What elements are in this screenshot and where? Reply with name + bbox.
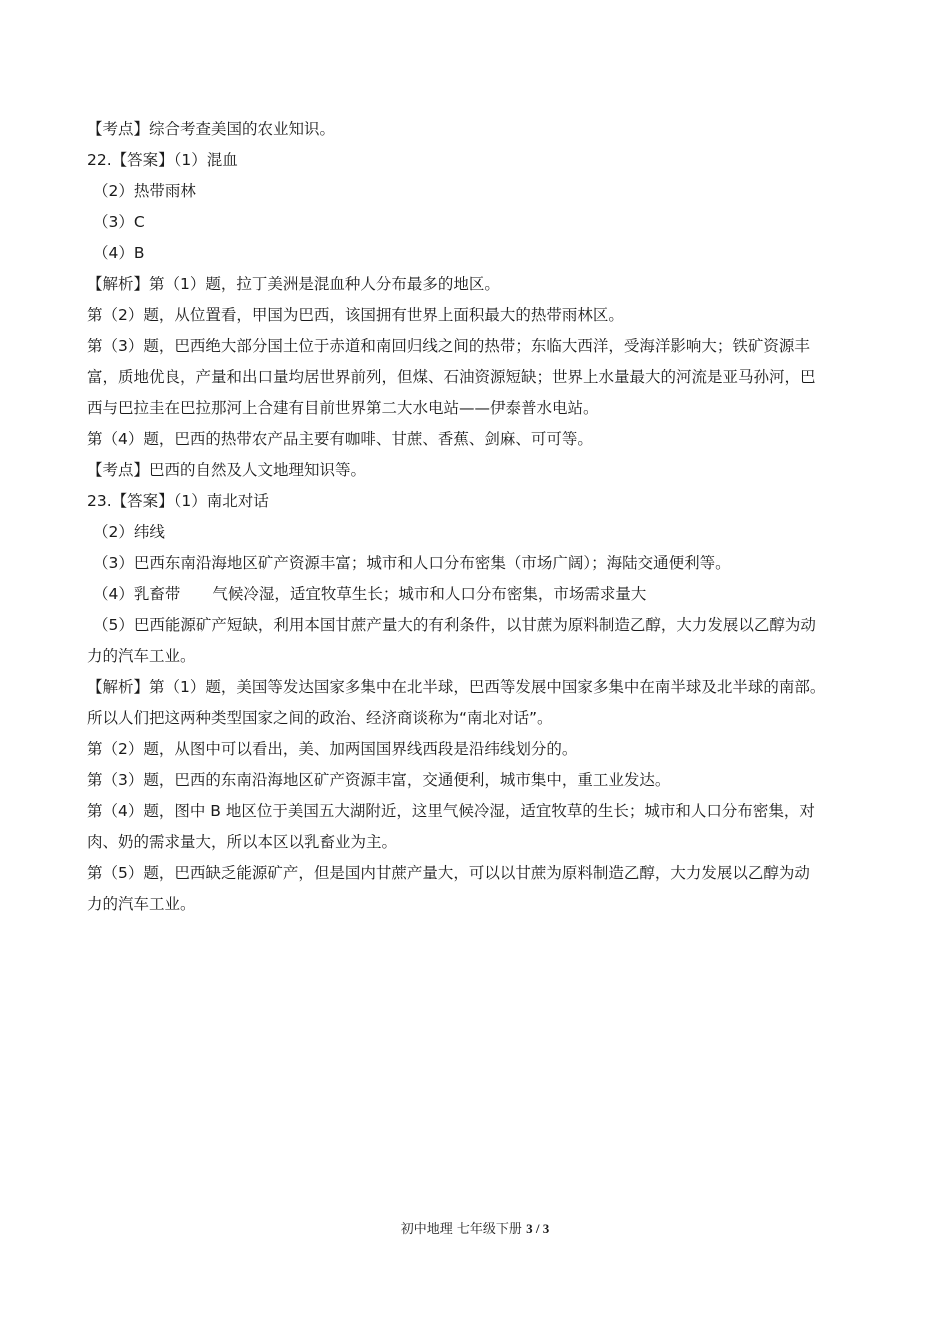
text-line: 力的汽车工业。	[87, 895, 196, 913]
text-line: 【解析】第（1）题，美国等发达国家多集中在北半球，巴西等发展中国家多集中在南半球及北半球的南部。	[87, 678, 826, 696]
text-line: 西与巴拉圭在巴拉那河上合建有目前世界第二大水电站——伊泰普水电站。	[87, 399, 599, 417]
answer-part-b: 气候冷湿，适宜牧草生长；城市和人口分布密集，市场需求量大	[212, 585, 647, 603]
text-line: （2）热带雨林	[93, 182, 196, 200]
text-line: （2）纬线	[93, 523, 165, 541]
text-line	[87, 579, 877, 610]
text-line: （4）B	[93, 244, 145, 262]
text-line: （3）巴西东南沿海地区矿产资源丰富；城市和人口分布密集（市场广阔）；海陆交通便利等。	[93, 554, 731, 572]
text-line: 富，质地优良，产量和出口量均居世界前列，但煤、石油资源短缺；世界上水量最大的河流是亚马孙河，巴	[87, 368, 816, 386]
page-number: 3 / 3	[526, 1221, 550, 1236]
text-line: 第（3）题，巴西绝大部分国土位于赤道和南回归线之间的热带；东临大西洋，受海洋影响大；铁矿资源丰	[87, 337, 810, 355]
text-line: 22.【答案】（1）混血	[87, 151, 238, 169]
text-line: 肉、奶的需求量大，所以本区以乳畜业为主。	[87, 833, 398, 851]
text-line: 所以人们把这两种类型国家之间的政治、经济商谈称为“南北对话”。	[87, 709, 553, 727]
text-line: 第（4）题，图中 B 地区位于美国五大湖附近，这里气候冷湿，适宜牧草的生长；城市和人口分布密集，对	[87, 802, 815, 820]
text-line: （5）巴西能源矿产短缺，利用本国甘蔗产量大的有利条件，以甘蔗为原料制造乙醇，大力发展以乙醇为动	[93, 616, 816, 634]
text-line: 【考点】巴西的自然及人文地理知识等。	[87, 461, 367, 479]
footer-course: 初中地理 七年级下册	[400, 1222, 522, 1237]
text-line: 【解析】第（1）题，拉丁美洲是混血种人分布最多的地区。	[87, 275, 500, 293]
text-line: 第（2）题，从图中可以看出，美、加两国国界线西段是沿纬线划分的。	[87, 740, 578, 758]
text-line: 第（2）题，从位置看，甲国为巴西，该国拥有世界上面积最大的热带雨林区。	[87, 306, 624, 324]
text-line: 第（3）题，巴西的东南沿海地区矿产资源丰富，交通便利，城市集中，重工业发达。	[87, 771, 671, 789]
text-line: 力的汽车工业。	[87, 647, 196, 665]
answer-part-a: （4）乳畜带	[93, 585, 181, 603]
text-line: 23.【答案】（1）南北对话	[87, 492, 269, 510]
text-line: 【考点】综合考查美国的农业知识。	[87, 120, 336, 138]
text-line: 第（4）题，巴西的热带农产品主要有咖啡、甘蔗、香蕉、剑麻、可可等。	[87, 430, 593, 448]
page-footer	[0, 1219, 950, 1240]
text-line: （3）C	[93, 213, 145, 231]
text-line: 第（5）题，巴西缺乏能源矿产，但是国内甘蔗产量大，可以以甘蔗为原料制造乙醇，大力发展以乙醇为动	[87, 864, 810, 882]
document-body	[87, 114, 877, 920]
